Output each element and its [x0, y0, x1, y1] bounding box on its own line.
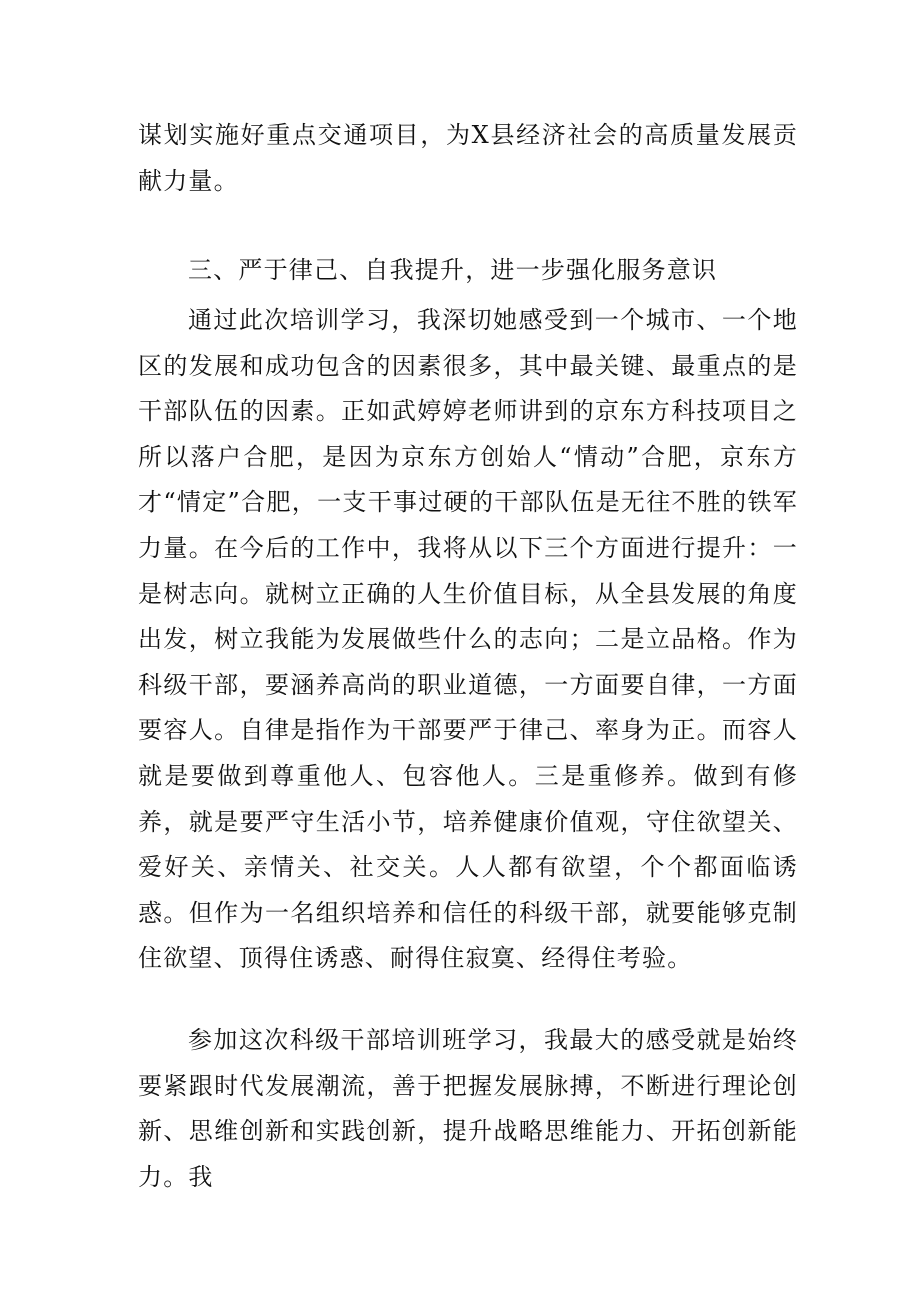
paragraph-closing: 参加这次科级干部培训班学习，我最大的感受就是始终要紧跟时代发展潮流，善于把握发展脉搏，不断进行理论创新、思维创新和实践创新，提升战略思维能力、开拓创新能力。我: [138, 1026, 798, 1191]
paragraph-continuation: 谋划实施好重点交通项目，为X县经济社会的高质量发展贡献力量。: [138, 121, 798, 195]
paragraph-body: 通过此次培训学习，我深切她感受到一个城市、一个地区的发展和成功包含的因素很多，其中最关键、最重点的是干部队伍的因素。正如武婷婷老师讲到的京东方科技项目之所以落户合肥，是因为京东方创始人“情动”合肥，京东方才“情定”合肥，一支干事过硬的干部队伍是无往不胜的铁军力量。在今后的工作中，我将从以下三个方面进行提升：一是树志向。就树立正确的人生价值目标，从全县发展的角度出发，树立我能为发展做些什么的志向；二是立品格。作为科级干部，要涵养高尚的职业道德，一方面要自律，一方面要容人。自律是指作为干部要严于律己、率身为正。而容人就是要做到尊重他人、包容他人。三是重修养。做到有修养，就是要严守生活小节，培养健康价值观，守住欲望关、爱好关、亲情关、社交关。人人都有欲望，个个都面临诱惑。但作为一名组织培养和信任的科级干部，就要能够克制住欲望、顶得住诱惑、耐得住寂寞、经得住考验。: [138, 306, 798, 973]
section-heading: 三、严于律己、自我提升，进一步强化服务意识: [188, 256, 718, 284]
